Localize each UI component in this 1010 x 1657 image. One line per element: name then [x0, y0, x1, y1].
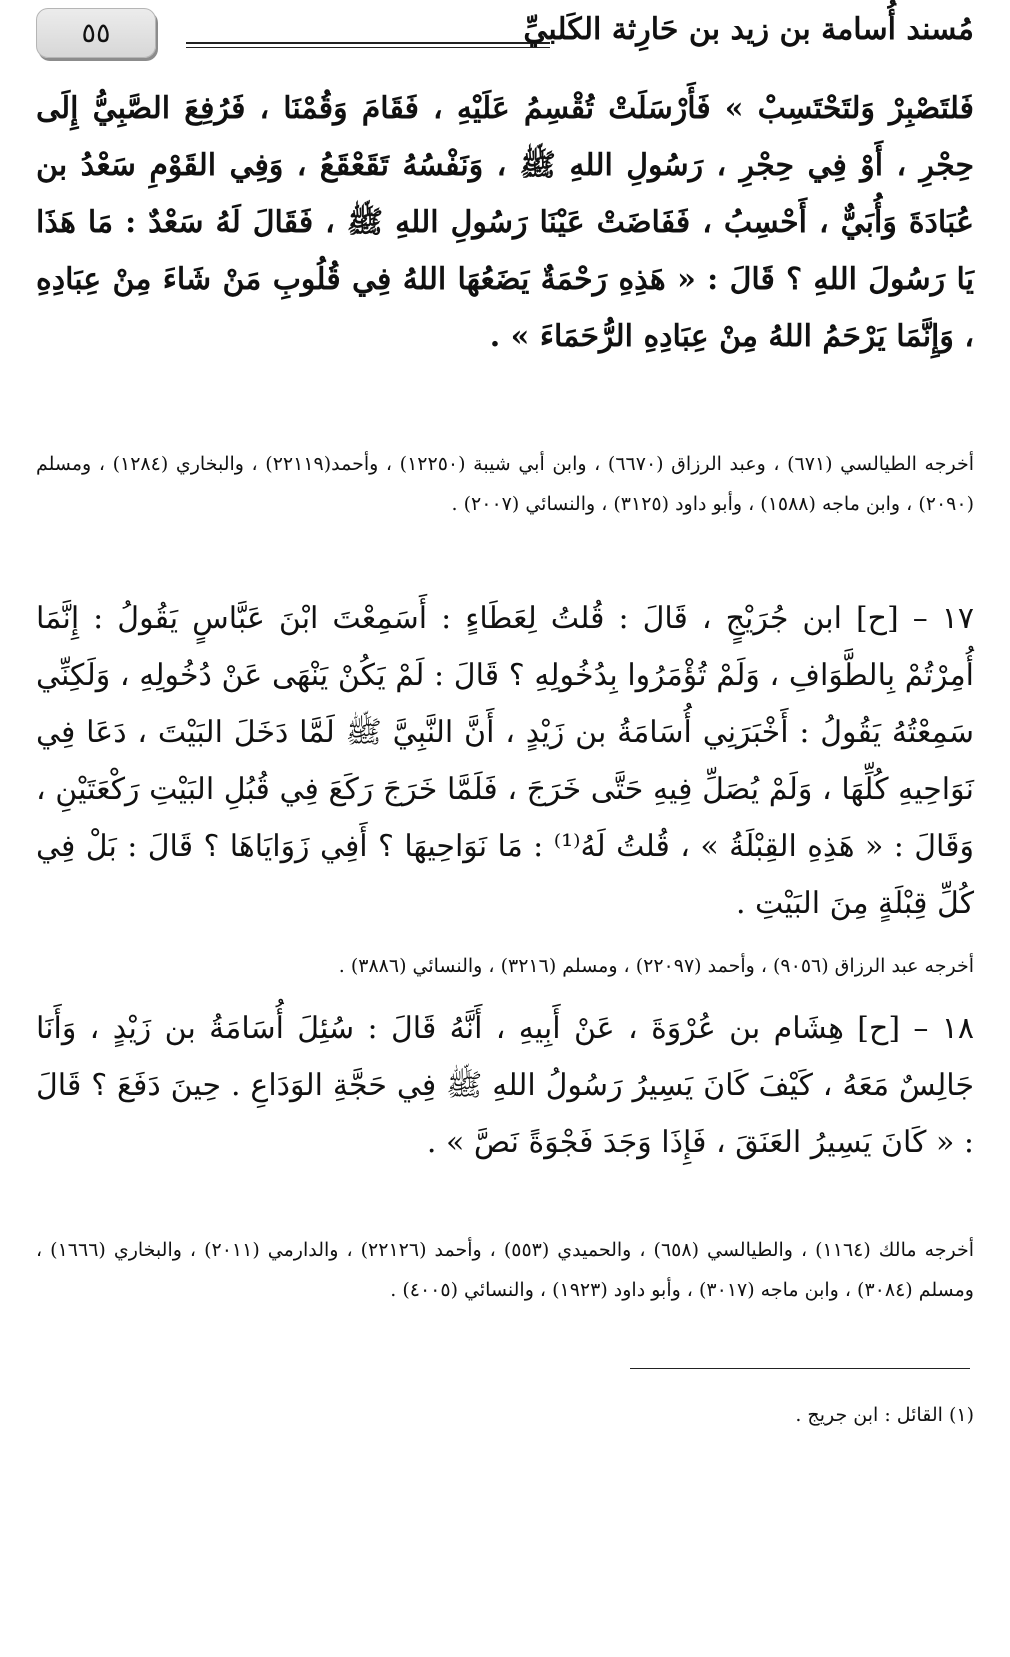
header-rule-secondary [186, 47, 550, 48]
takhrij-block-1: أخرجه الطيالسي (٦٧١) ، وعبد الرزاق (٦٦٧٠) ، وابن أبي شيبة (١٢٢٥٠) ، وأحمد(٢٢١١٩) ، والبخاري (١٢٨٤) ، ومسلم (٢٠٩٠) ، وابن ماجه (١٥٨٨) ، وأبو داود (٣١٢٥) ، والنسائي (٢٠٠٧) . [36, 453, 974, 515]
page-number: ٥٥ [81, 17, 111, 49]
hadith-text-block-1: فَلتَصْبِرْ وَلتَحْتَسِبْ » فَأَرْسَلَتْ تُقْسِمُ عَلَيْهِ ، فَقَامَ وَقُمْنَا ، فَرُفِعَ الصَّبِيُّ إِلَى حِجْرِ ، أَوْ فِي حِجْرِ ، رَسُولِ اللهِ ﷺ ، وَنَفْسُهُ تَقَعْقَعُ ، وَفِي القَوْمِ سَعْدُ بن عُبَادَةَ وَأُبَيٌّ ، أَحْسِبُ ، فَفَاضَتْ عَيْنَا رَسُولِ اللهِ ﷺ ، فَقَالَ لَهُ سَعْدٌ : مَا هَذَا يَا رَسُولَ اللهِ ؟ قَالَ : « هَذِهِ رَحْمَةٌ يَضَعُهَا اللهُ فِي قُلُوبِ مَنْ شَاءَ مِنْ عِبَادِهِ ، وَإِنَّمَا يَرْحَمُ اللهُ مِنْ عِبَادِهِ الرُّحَمَاءَ » . [36, 91, 974, 354]
header-title: مُسند أُسامة بن زيد بن حَارِثة الكَلبيِّ [523, 12, 974, 47]
takhrij-block-2: أخرجه عبد الرزاق (٩٠٥٦) ، وأحمد (٢٢٠٩٧) ، ومسلم (٣٢١٦) ، والنسائي (٣٨٨٦) . [338, 955, 974, 977]
footnote-separator [630, 1368, 970, 1369]
header-rule [186, 42, 550, 44]
takhrij-block-3: أخرجه مالك (١١٦٤) ، والطيالسي (٦٥٨) ، والحميدي (٥٥٣) ، وأحمد (٢٢١٢٦) ، والدارمي (٢٠١١) ، والبخاري (١٦٦٦) ، ومسلم (٣٠٨٤) ، وابن ماجه (٣٠١٧) ، وأبو داود (١٩٢٣) ، والنسائي (٤٠٠٥) . [36, 1239, 975, 1301]
hadith-text-block-2: ١٧ – [ح] ابن جُرَيْجٍ ، قَالَ : قُلتُ لِعَطَاءٍ : أَسَمِعْتَ ابْنَ عَبَّاسٍ يَقُولُ : إِنَّمَا أُمِرْتُمْ بِالطَّوَافِ ، وَلَمْ تُؤْمَرُوا بِدُخُولِهِ ؟ قَالَ : لَمْ يَكُنْ يَنْهَى عَنْ دُخُولِهِ ، وَلَكِنِّي سَمِعْتُهُ يَقُولُ : أَخْبَرَنِي أُسَامَةُ بن زَيْدٍ ، أَنَّ النَّبِيَّ ﷺ لَمَّا دَخَلَ البَيْتَ ، دَعَا فِي نَوَاحِيهِ كُلِّهَا ، وَلَمْ يُصَلِّ فِيهِ حَتَّى خَرَجَ ، فَلَمَّا خَرَجَ رَكَعَ فِي قُبُلِ البَيْتِ رَكْعَتَيْنِ ، وَقَالَ : « هَذِهِ القِبْلَةُ » ، قُلتُ لَهُ⁽¹⁾ : مَا نَوَاحِيهَا ؟ أَفِي زَوَايَاهَا ؟ قَالَ : بَلْ فِي كُلِّ قِبْلَةٍ مِنَ البَيْتِ . [36, 601, 975, 921]
page-header [36, 8, 974, 62]
footnote-1: (١) القائل : ابن جريج . [795, 1404, 974, 1426]
hadith-text-block-3: ١٨ – [ح] هِشَام بن عُرْوَةَ ، عَنْ أَبِيهِ ، أَنَّهُ قَالَ : سُئِلَ أُسَامَةُ بن زَيْدٍ ، وَأَنَا جَالِسٌ مَعَهُ ، كَيْفَ كَانَ يَسِيرُ رَسُولُ اللهِ ﷺ فِي حَجَّةِ الوَدَاعِ . حِينَ دَفَعَ ؟ قَالَ : « كَانَ يَسِيرُ العَنَقَ ، فَإِذَا وَجَدَ فَجْوَةً نَصَّ » . [36, 1011, 974, 1160]
page-number-badge [36, 8, 156, 58]
